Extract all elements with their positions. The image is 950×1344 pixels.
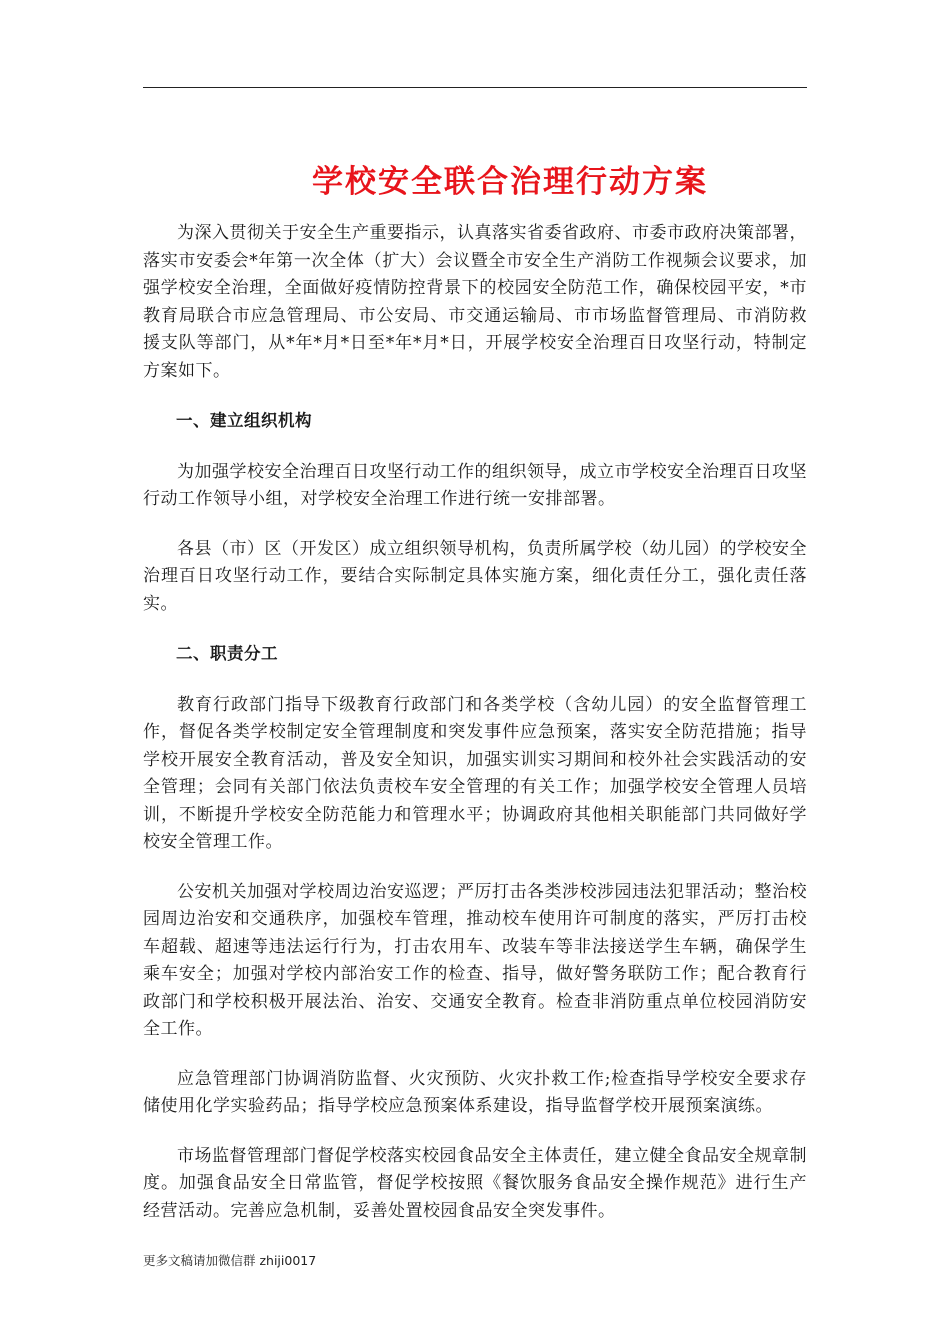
paragraph: 市场监督管理部门督促学校落实校园食品安全主体责任，建立健全食品安全规章制度。加强食品安全日常监管，督促学校按照《餐饮服务食品安全操作规范》进行生产经营活动。完善应急机制，妥善处置校园食品安全突发事件。 [143, 1145, 807, 1221]
document-title: 学校安全联合治理行动方案 [312, 164, 708, 200]
header-rule [143, 87, 807, 88]
paragraph: 应急管理部门协调消防监督、火灾预防、火灾扑救工作;检查指导学校安全要求存储使用化学实验药品；指导学校应急预案体系建设，指导监督学校开展预案演练。 [143, 1068, 807, 1116]
section-heading-responsibilities: 二、职责分工 [176, 644, 278, 663]
paragraph: 为加强学校安全治理百日攻坚行动工作的组织领导，成立市学校安全治理百日攻坚行动工作领导小组，对学校安全治理工作进行统一安排部署。 [143, 461, 807, 509]
footer-note: 更多文稿请加微信群 zhiji0017 [143, 1253, 317, 1268]
document-body [143, 220, 807, 1247]
paragraph: 教育行政部门指导下级教育行政部门和各类学校（含幼儿园）的安全监督管理工作，督促各类学校制定安全管理制度和突发事件应急预案，落实安全防范措施；指导学校开展安全教育活动，普及安全知识，加强实训实习期间和校外社会实践活动的安全管理；会同有关部门依法负责校车安全管理的有关工作；加强学校安全管理人员培训，不断提升学校安全防范能力和管理水平；协调政府其他相关职能部门共同做好学校安全管理工作。 [143, 694, 807, 852]
paragraph: 公安机关加强对学校周边治安巡逻；严厉打击各类涉校涉园违法犯罪活动；整治校园周边治安和交通秩序，加强校车管理，推动校车使用许可制度的落实，严厉打击校车超载、超速等违法运行行为，打击农用车、改装车等非法接送学生车辆，确保学生乘车安全；加强对学校内部治安工作的检查、指导，做好警务联防工作；配合教育行政部门和学校积极开展法治、治安、交通安全教育。检查非消防重点单位校园消防安全工作。 [143, 881, 807, 1039]
intro-paragraph: 为深入贯彻关于安全生产重要指示，认真落实省委省政府、市委市政府决策部署，落实市安委会*年第一次全体（扩大）会议暨全市安全生产消防工作视频会议要求，加强学校安全治理，全面做好疫情防控背景下的校园安全防范工作，确保校园平安，*市教育局联合市应急管理局、市公安局、市交通运输局、市市场监督管理局、市消防救援支队等部门，从*年*月*日至*年*月*日，开展学校安全治理百日攻坚行动，特制定方案如下。 [143, 223, 807, 381]
section-heading-organization: 一、建立组织机构 [176, 411, 312, 430]
paragraph: 各县（市）区（开发区）成立组织领导机构，负责所属学校（幼儿园）的学校安全治理百日攻坚行动工作，要结合实际制定具体实施方案，细化责任分工，强化责任落实。 [143, 538, 807, 614]
